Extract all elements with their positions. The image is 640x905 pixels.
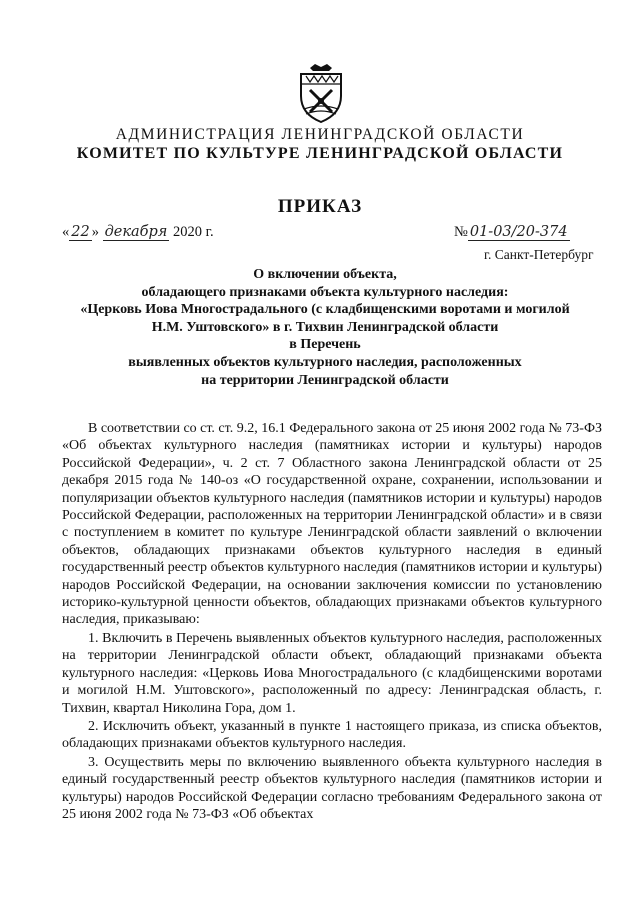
item-3-paragraph: 3. Осуществить меры по включению выявленного объекта культурного наследия в единый государственный реестр объектов культурного наследия (памятников истории и культуры) народов Российской Федерации согласно требованиям Федерального закона от 25 июня 2002 года № 73-ФЗ «Об объектах (62, 754, 602, 822)
title-line: обладающего признаками объекта культурного наследия: (141, 284, 509, 300)
coat-of-arms-icon (296, 62, 346, 124)
committee-name: КОМИТЕТ ПО КУЛЬТУРЕ ЛЕНИНГРАДСКОЙ ОБЛАСТИ (76, 145, 564, 162)
title-line: Н.М. Уштовского» в г. Тихвин Ленинградской области (151, 319, 499, 335)
organization-name: АДМИНИСТРАЦИЯ ЛЕНИНГРАДСКОЙ ОБЛАСТИ (115, 126, 525, 143)
item-1-paragraph: 1. Включить в Перечень выявленных объектов культурного наследия, расположенных на территории Ленинградской области объект, обладающий признаками объекта культурного наследия: «Церковь Иова Многострадального (с кладбищенскими воротами и могилой Н.М. Уштовского», расположенный по адресу: Ленинградская область, г. Тихвин, квартал Николина Гора, дом 1. (62, 630, 602, 716)
date-year: 2020 г. (173, 224, 214, 240)
date-day: 22 (71, 224, 90, 240)
title-line: в Перечень (289, 337, 361, 353)
title-line: О включении объекта, (253, 267, 397, 282)
order-city: г. Санкт-Петербург (484, 247, 594, 262)
preamble-paragraph: В соответствии со ст. ст. 9.2, 16.1 Федерального закона от 25 июня 2002 года № 73-ФЗ «Об объектах культурного наследия (памятниках истории и культуры) народов Российской Федерации», ч. 2 ст. 7 Областного закона Ленинградской области от 25 декабря 2015 года № 140-оз «О государственной охране, сохранении, использовании и популяризации объектов культурного наследия (памятников истории и культуры) народов Российской Федерации, расположенных на территории Ленинградской области» и в связи с поступлением в комитет по культуре Ленинградской области заявлений о включении объектов, обладающих признаками объектов культурного наследия в единый государственный реестр объектов культурного наследия (памятников истории и культуры) народов Российской Федерации, на основании заключения комиссии по установлению историко-культурной ценности объектов, обладающих признаками объектов культурного наследия, приказываю: (62, 421, 603, 628)
date-open-quote: « (62, 224, 70, 240)
order-date (62, 224, 214, 241)
order-number (454, 224, 570, 241)
date-month: декабря (104, 224, 168, 240)
number-value: 01-03/20-374 (469, 224, 568, 240)
document-type: ПРИКАЗ (277, 196, 363, 217)
item-2-paragraph: 2. Исключить объект, указанный в пункте 1 настоящего приказа, из списка объектов, обладающих признаками объектов культурного наследия. (62, 718, 602, 752)
order-title (60, 266, 590, 389)
date-close-quote: » (91, 224, 99, 240)
title-line: «Церковь Иова Многострадального (с кладбищенскими воротами и могилой (80, 302, 570, 318)
title-line: на территории Ленинградской области (201, 372, 449, 388)
number-sign: № (454, 224, 468, 240)
title-line: выявленных объектов культурного наследия, расположенных (128, 354, 522, 370)
order-body (62, 420, 602, 823)
